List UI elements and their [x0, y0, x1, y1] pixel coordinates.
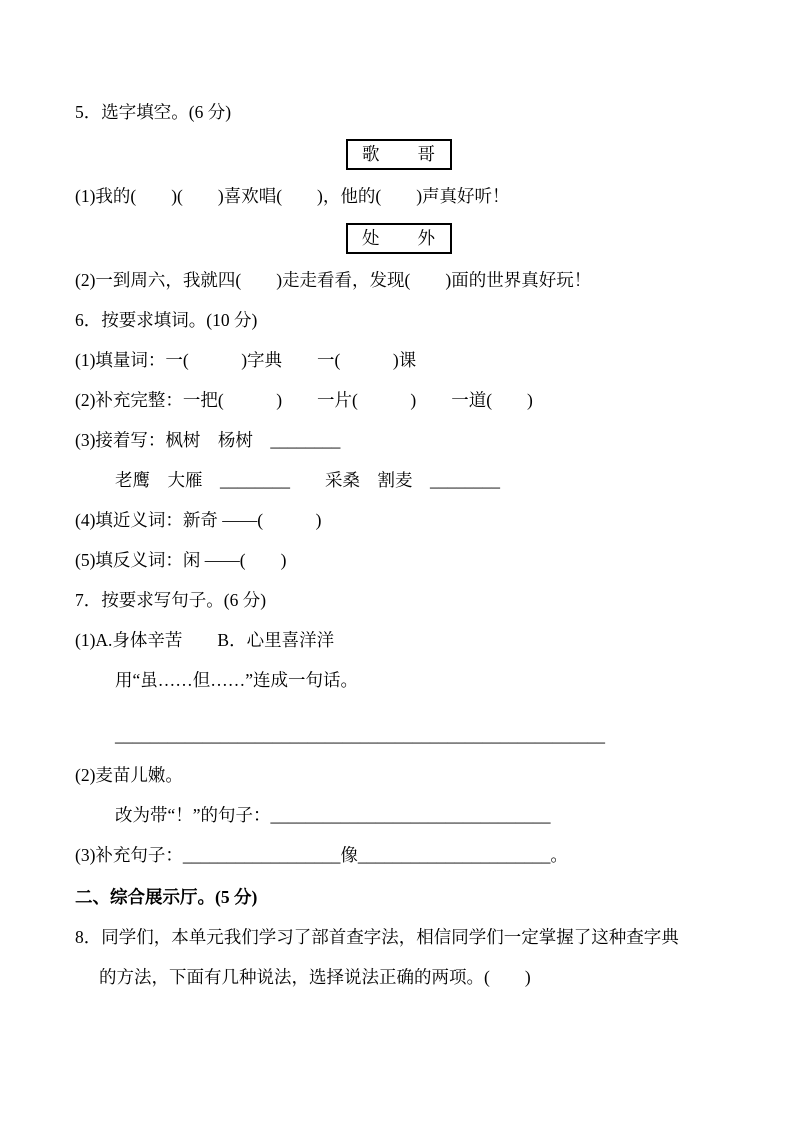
question-7-item-1-answer-blank: ________________________________________________________ — [115, 725, 605, 745]
question-6-item-4: (4)填近义词：新奇 ——( ) — [75, 510, 322, 530]
char-choice-box-1: 歌 哥 — [346, 139, 452, 170]
question-6-title: 6．按要求填词。(10 分) — [75, 310, 258, 330]
question-6-item-3: (3)接着写：枫树 杨树 ________ — [75, 430, 341, 450]
question-6-item-5: (5)填反义词：闲 ——( ) — [75, 550, 287, 570]
question-7-item-1-prompt: 用“虽……但……”连成一句话。 — [115, 670, 359, 690]
question-7-item-2-prompt: 改为带“！”的句子：________________________________ — [115, 805, 551, 825]
question-7-title: 7．按要求写句子。(6 分) — [75, 590, 267, 610]
question-8-line-2: 的方法，下面有几种说法，选择说法正确的两项。( ) — [99, 967, 531, 987]
question-5-item-2: (2)一到周六，我就四( )走走看看，发现( )面的世界真好玩！ — [75, 270, 592, 290]
char-choice-box-row-1 — [75, 132, 723, 176]
question-7-item-1: (1)A.身体辛苦 B．心里喜洋洋 — [75, 630, 335, 650]
char-choice-box-2: 处 外 — [346, 223, 452, 254]
question-7-item-2: (2)麦苗儿嫩。 — [75, 765, 183, 785]
section-2-title: 二、综合展示厅。(5 分) — [75, 887, 258, 907]
question-6-item-1: (1)填量词：一( )字典 一( )课 — [75, 350, 417, 370]
question-6-item-2: (2)补充完整：一把( ) 一片( ) 一道( ) — [75, 390, 533, 410]
question-6-item-3-continuation: 老鹰 大雁 ________ 采桑 割麦 ________ — [115, 470, 500, 490]
char-choice-box-row-2 — [75, 216, 723, 260]
question-7-item-3: (3)补充句子：__________________像______________________。 — [75, 845, 568, 865]
question-8-line-1: 8．同学们，本单元我们学习了部首查字法，相信同学们一定掌握了这种查字典 — [75, 927, 679, 947]
question-5-title: 5．选字填空。(6 分) — [75, 102, 232, 122]
question-5-item-1: (1)我的( )( )喜欢唱( )，他的( )声真好听！ — [75, 186, 510, 206]
